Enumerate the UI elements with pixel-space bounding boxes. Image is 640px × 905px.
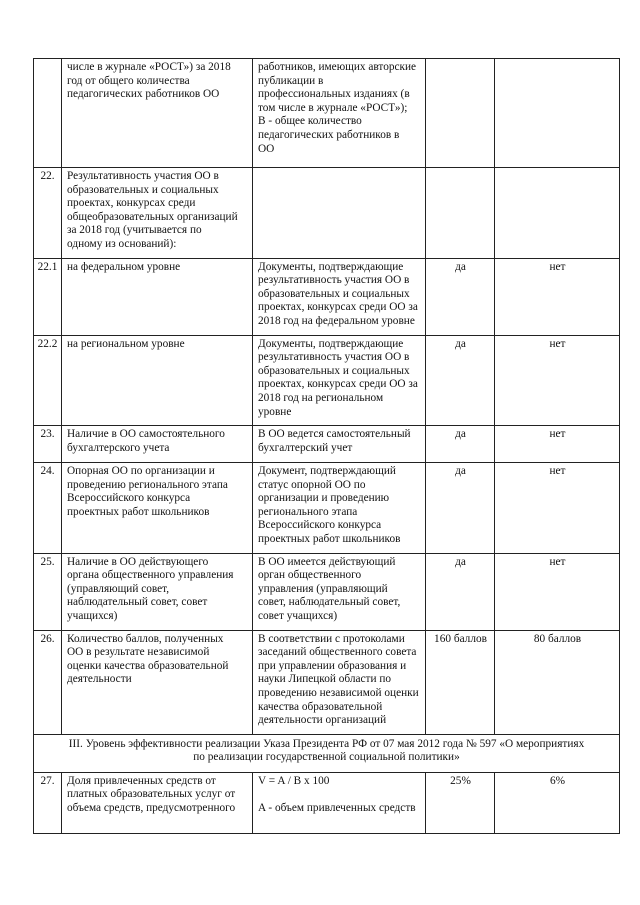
value-cell-1: да [426,426,495,463]
indicator-cell [62,553,253,630]
source-cell-line: организации и проведению [258,492,390,505]
value-cell-2 [495,168,620,259]
indicator-cell [62,772,253,833]
row-number: 22.1 [34,258,62,335]
section-row [34,734,620,772]
value-cell-2: нет [495,463,620,554]
table-row [34,630,620,734]
value-cell-2: нет [495,335,620,426]
source-cell-line: проектах, конкурсах среди ОО за [258,301,418,314]
value-cell-1: 25% [426,772,495,833]
source-cell-line: науки Липецкой области по [258,673,392,686]
source-cell-line: профессиональных изданиях (в [258,88,410,101]
source-cell [253,463,426,554]
source-cell [253,335,426,426]
source-cell-line: В ОО ведется самостоятельный [258,428,411,441]
value-cell-1 [426,59,495,168]
section-heading-line: III. Уровень эффективности реализации Указа Президента РФ от 07 мая 2012 года № 597 «О мероприятиях [68,737,585,750]
table-row [34,59,620,168]
source-cell [253,772,426,833]
indicator-cell-line: образовательных и социальных [67,183,219,196]
indicator-cell [62,258,253,335]
source-cell-line: проектах, конкурсах среди ОО за [258,378,418,391]
source-cell-line: деятельности организаций [258,714,387,727]
source-cell-line: работников, имеющих авторские [258,61,417,73]
section-heading-line: по реализации государственной социальной политики» [193,751,460,764]
row-number: 27. [34,772,62,833]
indicator-cell-line: на федеральном уровне [67,260,181,273]
source-cell [253,168,426,259]
source-cell [253,258,426,335]
row-number: 23. [34,426,62,463]
criteria-table [33,58,620,834]
indicator-cell-line: платных образовательных услуг от [67,788,236,801]
table-row [34,553,620,630]
source-cell-line: образовательных и социальных [258,287,410,300]
source-cell-line: V = A / B x 100 [258,774,330,787]
table-row [34,426,620,463]
value-cell-1 [426,168,495,259]
row-number: 25. [34,553,62,630]
indicator-cell-line: за 2018 год (учитывается по [67,224,202,237]
source-cell [253,59,426,168]
indicator-cell [62,463,253,554]
source-cell-line: бухгалтерский учет [258,441,353,454]
value-cell-1: да [426,258,495,335]
indicator-cell-line: общеобразовательных организаций [67,210,238,223]
source-cell-line: В ОО имеется действующий [258,555,396,568]
indicator-cell-line: Результативность участия ОО в [67,170,219,182]
value-cell-2: нет [495,553,620,630]
indicator-cell [62,59,253,168]
source-cell-line: В - общее количество [258,115,362,128]
source-cell-line: В соответствии с протоколами [258,632,405,645]
table-row [34,772,620,833]
indicator-cell-line: наблюдательный совет, совет [67,596,208,609]
table-row [34,258,620,335]
source-cell-line: том числе в журнале «РОСТ»); [258,101,408,114]
indicator-cell-line: Всероссийского конкурса [67,492,191,505]
source-cell-line: 2018 год на федеральном уровне [258,314,415,327]
source-cell-line: результативность участия ОО в [258,351,410,364]
indicator-cell-line: проектах, конкурсах среди [67,197,196,210]
source-cell-line: 2018 год на региональном [258,391,384,404]
indicator-cell-line: (управляющий совет, [67,582,170,595]
indicator-cell-line: деятельности [67,673,132,686]
source-cell-line: Всероссийского конкурса [258,519,382,532]
source-cell-line: результативность участия ОО в [258,274,410,287]
table-row [34,335,620,426]
source-cell [253,630,426,734]
value-cell-2: нет [495,258,620,335]
source-cell-line: регионального этапа [258,505,358,518]
indicator-cell-line: Наличие в ОО действующего [67,555,209,568]
source-cell [253,426,426,463]
value-cell-1: 160 баллов [426,630,495,734]
criteria-table-body [34,59,620,834]
indicator-cell-line: Доля привлеченных средств от [67,774,216,787]
indicator-cell-line: Количество баллов, полученных [67,632,224,645]
indicator-cell-line: на региональном уровне [67,337,185,350]
table-row [34,463,620,554]
row-number [34,59,62,168]
source-cell-line: качества образовательной [258,700,383,713]
indicator-cell-line: проектных работ школьников [67,505,210,518]
source-cell-line: Документы, подтверждающие [258,260,404,273]
source-cell-line [258,788,421,802]
indicator-cell-line: Наличие в ОО самостоятельного [67,428,225,441]
value-cell-1: да [426,335,495,426]
source-cell-line: управления (управляющий [258,582,388,595]
source-cell-line: совет учащихся) [258,610,338,623]
source-cell-line: уровне [258,405,292,418]
source-cell-line: статус опорной ОО по [258,478,366,491]
indicator-cell-line: бухгалтерского учета [67,441,170,454]
value-cell-2: 6% [495,772,620,833]
source-cell-line: проведению независимой оценки [258,687,419,699]
indicator-cell-line: оценки качества образовательной [67,659,229,672]
indicator-cell-line: органа общественного управления [67,569,234,582]
indicator-cell [62,426,253,463]
indicator-cell [62,335,253,426]
indicator-cell [62,630,253,734]
source-cell-line: образовательных и социальных [258,364,410,377]
row-number: 26. [34,630,62,734]
indicator-cell-line: педагогических работников ОО [67,88,220,101]
source-cell-line: педагогических работников в [258,128,400,141]
indicator-cell-line: ОО в результате независимой [67,646,210,659]
value-cell-2: нет [495,426,620,463]
source-cell-line: проектных работ школьников [258,533,401,546]
table-row [34,168,620,259]
source-cell-line: заседаний общественного совета [258,646,417,659]
source-cell-line: A - объем привлеченных средств [258,801,416,814]
indicator-cell-line: год от общего количества [67,74,190,87]
value-cell-1: да [426,463,495,554]
row-number: 22. [34,168,62,259]
source-cell-line: Документ, подтверждающий [258,465,396,478]
source-cell-line: ОО [258,142,275,155]
indicator-cell-line: учащихся) [67,610,118,623]
source-cell-line: Документы, подтверждающие [258,337,404,350]
source-cell-line: совет, наблюдательный совет, [258,596,401,609]
source-cell-line: орган общественного [258,569,362,582]
row-number: 24. [34,463,62,554]
row-number: 22.2 [34,335,62,426]
indicator-cell-line: числе в журнале «РОСТ») за 2018 [67,61,231,73]
value-cell-2 [495,59,620,168]
indicator-cell [62,168,253,259]
indicator-cell-line: объема средств, предусмотренного [67,801,236,814]
source-cell-line: при управлении образования и [258,659,407,672]
source-cell-line: публикации в [258,74,324,87]
source-cell [253,553,426,630]
indicator-cell-line: Опорная ОО по организации и [67,465,215,478]
value-cell-2: 80 баллов [495,630,620,734]
value-cell-1: да [426,553,495,630]
indicator-cell-line: одному из оснований): [67,237,177,250]
section-heading [34,734,620,772]
indicator-cell-line: проведению регионального этапа [67,478,228,491]
